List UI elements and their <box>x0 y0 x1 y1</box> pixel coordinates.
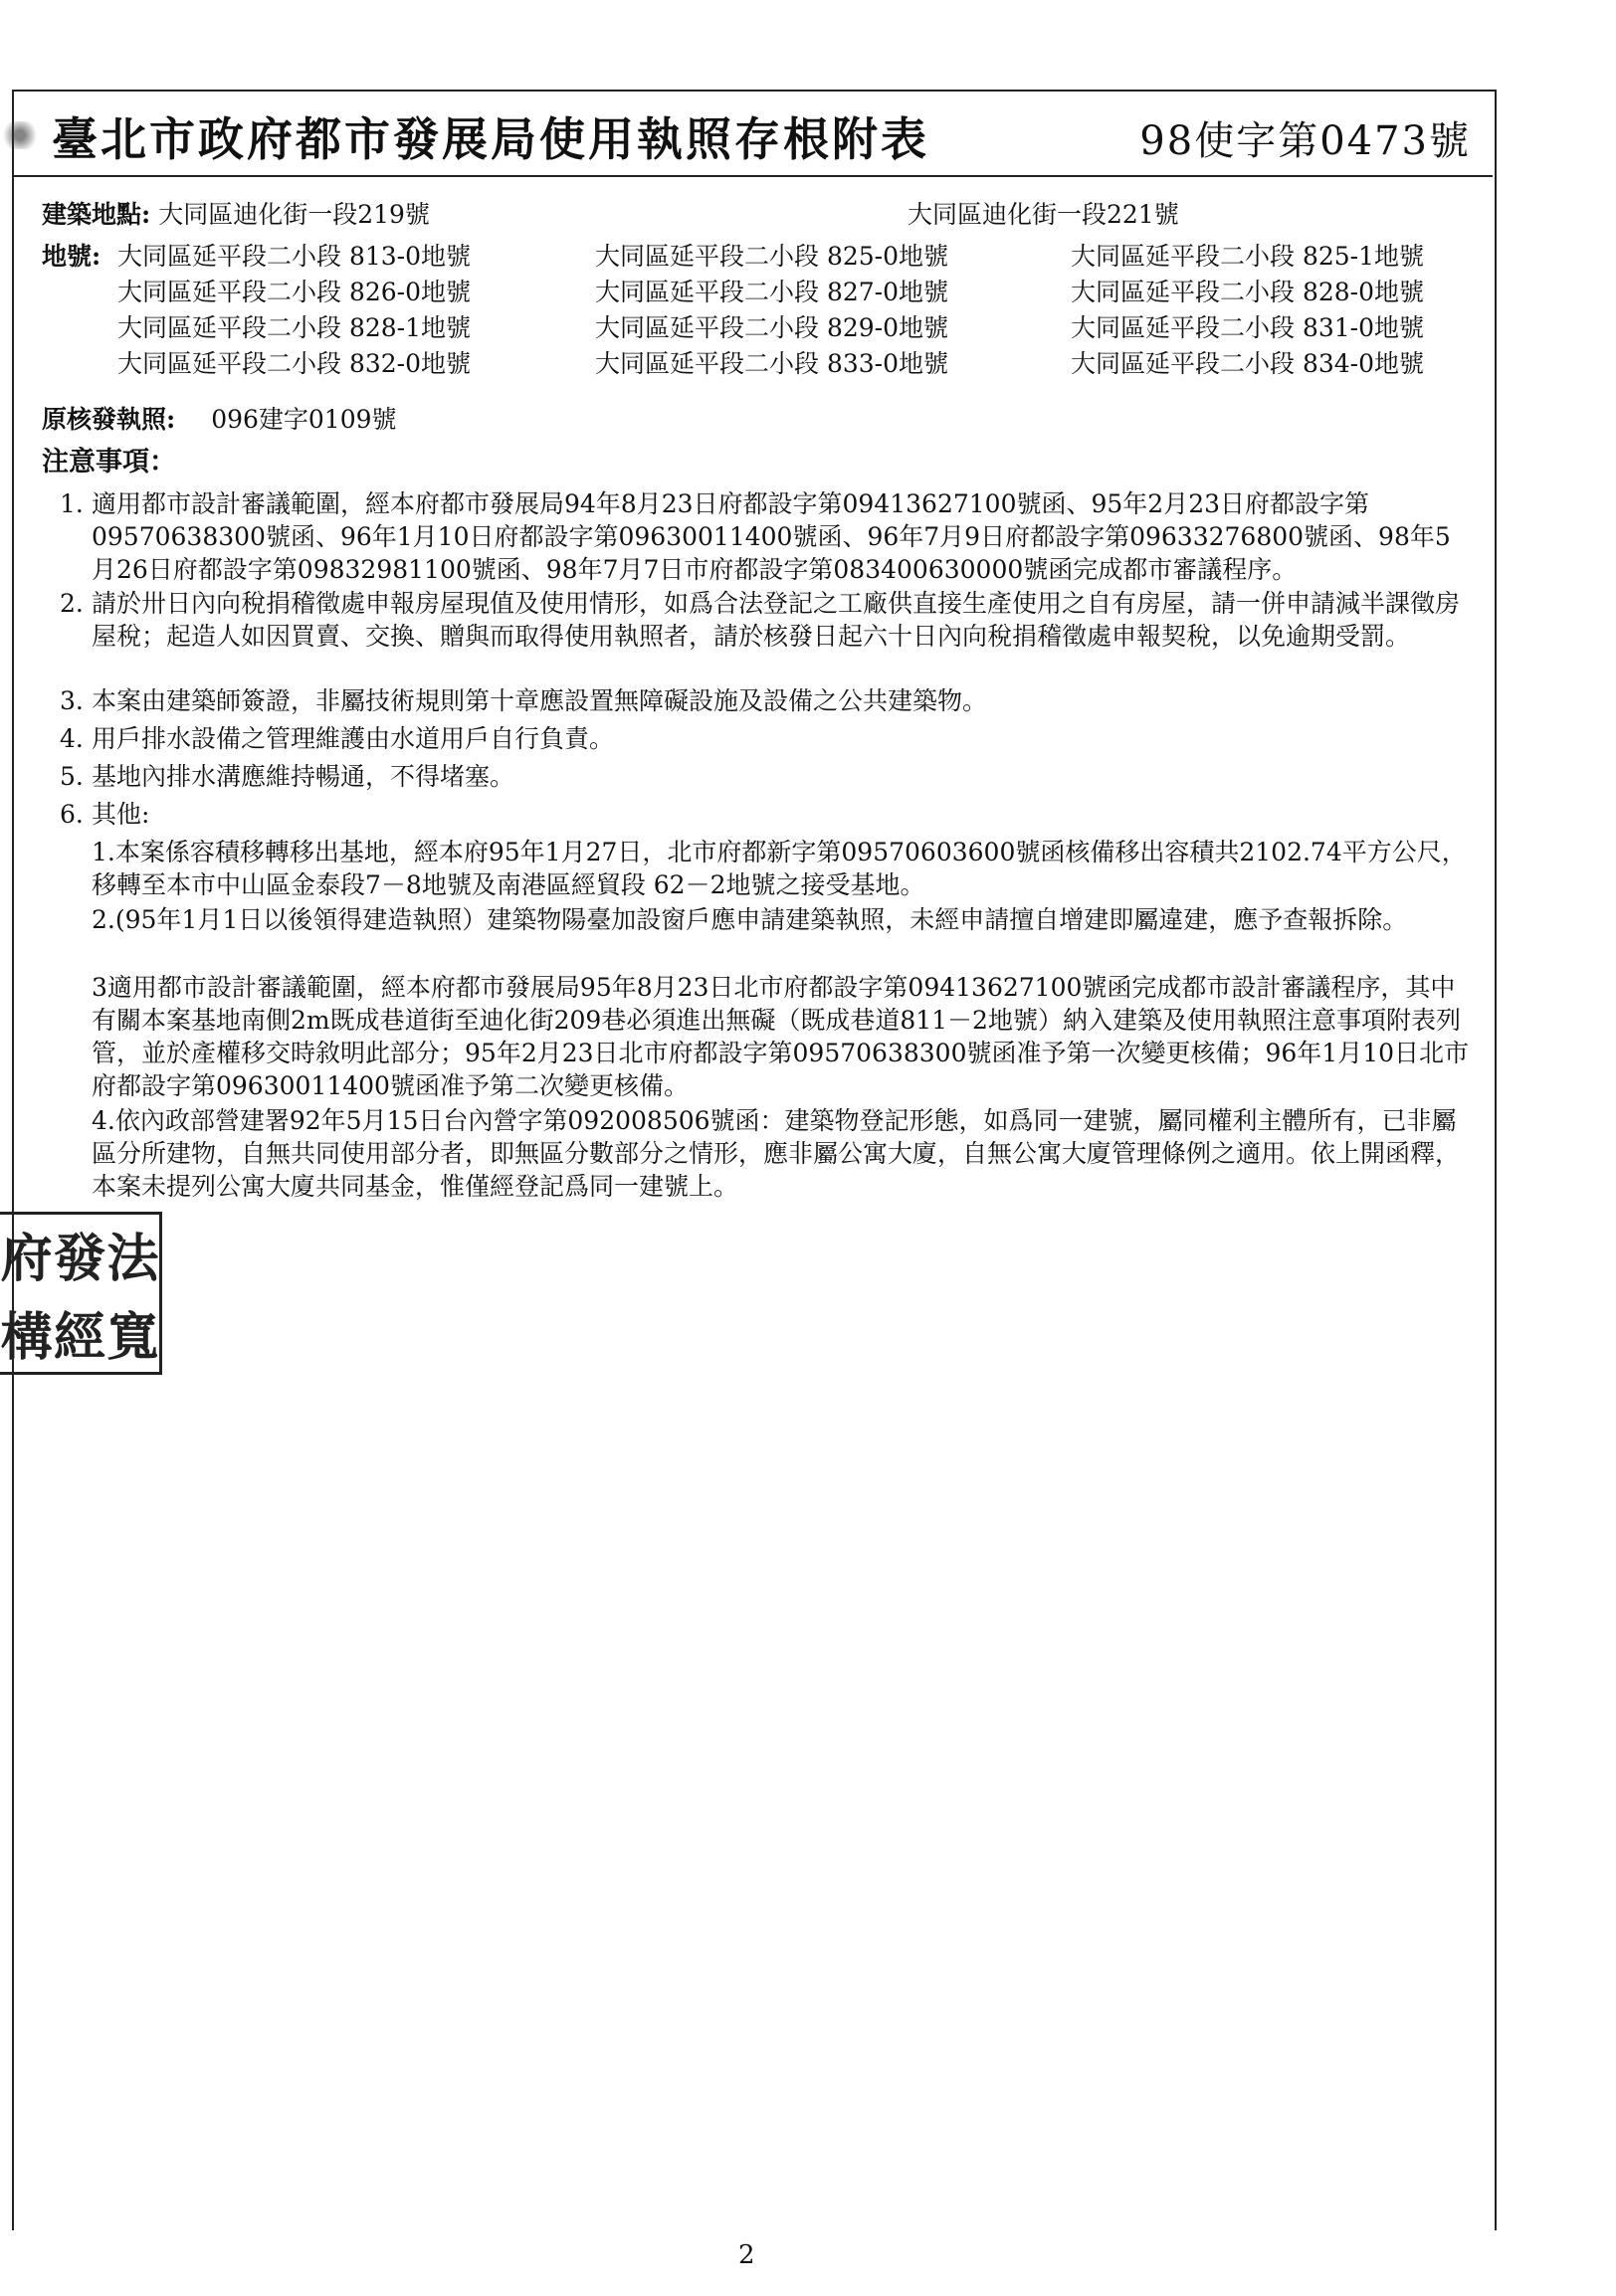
lot-cell: 大同區延平段二小段 825-0地號 <box>595 242 949 271</box>
note-number: 1. <box>60 489 84 518</box>
lot-cell: 大同區延平段二小段 829-0地號 <box>595 313 949 342</box>
location-row <box>42 195 430 231</box>
lot-cell: 大同區延平段二小段 828-1地號 <box>117 313 472 342</box>
location-address-2: 大同區迪化街一段221號 <box>908 200 1179 229</box>
lot-cell: 大同區延平段二小段 832-0地號 <box>117 349 472 378</box>
seal-char: 構 <box>0 1307 53 1368</box>
note-number: 6. <box>60 800 84 829</box>
note-item <box>60 722 1473 755</box>
note-number: 3. <box>60 686 84 715</box>
permit-number: 98使字第0473號 <box>1139 118 1471 164</box>
note-item <box>60 684 1473 717</box>
original-permit-label: 原核發執照: <box>42 405 176 434</box>
seal-char: 法 <box>106 1229 159 1289</box>
document-title: 臺北市政府都市發展局使用執照存根附表 <box>52 112 929 166</box>
ink-blot <box>0 121 40 149</box>
seal-char: 經 <box>53 1307 105 1368</box>
page-number: 2 <box>738 2240 755 2270</box>
note-item <box>60 798 1473 831</box>
other-note: 4.依內政部營建署92年5月15日台內營字第092008506號函：建築物登記形態，如爲同一建號，屬同權利主體所有，已非屬區分所建物，自無共同使用部分者，即無區分數部分之情形，應非屬公寓大廈，自無公寓大廈管理條例之適用。依上開函釋，本案未提列公寓大廈共同基金，惟僅經登記爲同一建號上。 <box>92 1106 1461 1201</box>
lot-cell: 大同區延平段二小段 813-0地號 <box>117 242 472 271</box>
lot-cell: 大同區延平段二小段 826-0地號 <box>117 278 472 306</box>
seal-char: 府 <box>0 1229 53 1289</box>
note-item <box>60 760 1473 793</box>
original-permit-row <box>42 400 397 436</box>
seal-char: 發 <box>53 1229 105 1289</box>
note-number: 4. <box>60 724 84 753</box>
lot-cell: 大同區延平段二小段 827-0地號 <box>595 278 949 306</box>
note-item <box>60 587 1473 653</box>
lot-cell: 大同區延平段二小段 831-0地號 <box>1071 313 1425 342</box>
other-note: 2.(95年1月1日以後領得建造執照）建築物陽臺加設窗戶應申請建築執照，未經申請擅自增建即屬違建，應予查報拆除。 <box>92 905 1408 934</box>
other-note: 1.本案係容積移轉移出基地，經本府95年1月27日，北市府都新字第09570603600號函核備移出容積共2102.74平方公尺，移轉至本市中山區金泰段7－8地號及南港區經貿段 62－2地號之接受基地。 <box>92 838 1467 899</box>
location-label: 建築地點: <box>42 200 151 229</box>
note-number: 5. <box>60 762 84 791</box>
note-text: 適用都市設計審議範圍，經本府都市發展局94年8月23日府都設字第09413627100號函、95年2月23日府都設字第09570638300號函、96年1月10日府都設字第09630011400號函、96年7月9日府都設字第09633276800號函、98年5月26日府都設字第09832981100號函、98年7月7日市府都設字第083400630000號函完成都市審議程序。 <box>92 489 1451 584</box>
note-item <box>60 487 1473 586</box>
note-text: 用戶排水設備之管理維護由水道用戶自行負責。 <box>92 724 615 753</box>
note-text: 基地內排水溝應維持暢通，不得堵塞。 <box>92 762 515 791</box>
note-text: 其他: <box>92 800 150 829</box>
lot-cell: 大同區延平段二小段 825-1地號 <box>1071 242 1425 271</box>
note-text: 請於卅日內向稅捐稽徵處申報房屋現值及使用情形，如爲合法登記之工廠供直接生產使用之自有房屋，請一併申請減半課徵房屋稅；起造人如因買賣、交換、贈與而取得使用執照者，請於核發日起六十日內向稅捐稽徵處申報契稅，以免逾期受罰。 <box>92 589 1461 651</box>
title-bar <box>12 90 1493 177</box>
note-text: 本案由建築師簽證，非屬技術規則第十章應設置無障礙設施及設備之公共建築物。 <box>92 686 988 715</box>
official-seal <box>0 1212 162 1375</box>
notes-heading: 注意事項： <box>42 447 176 478</box>
lot-cell: 大同區延平段二小段 833-0地號 <box>595 349 949 378</box>
lot-cell: 大同區延平段二小段 828-0地號 <box>1071 278 1425 306</box>
lot-cell: 大同區延平段二小段 834-0地號 <box>1071 349 1425 378</box>
seal-char: 寬 <box>106 1307 159 1368</box>
note-number: 2. <box>60 589 84 618</box>
location-address-1: 大同區迪化街一段219號 <box>158 200 430 229</box>
original-permit-value: 096建字0109號 <box>211 405 397 434</box>
lots-label: 地號: <box>42 242 101 271</box>
other-note: 3適用都市設計審議範圍，經本府都市發展局95年8月23日北市府都設字第09413627100號函完成都市設計審議程序，其中有關本案基地南側2m既成巷道街至迪化街209巷必須進出無礙（既成巷道811－2地號）納入建築及使用執照注意事項附表列管，並於產權移交時敘明此部分；95年2月23日北市府都設字第09570638300號函准予第一次變更核備；96年1月10日北市府都設字第09630011400號函准予第二次變更核備。 <box>92 973 1470 1100</box>
